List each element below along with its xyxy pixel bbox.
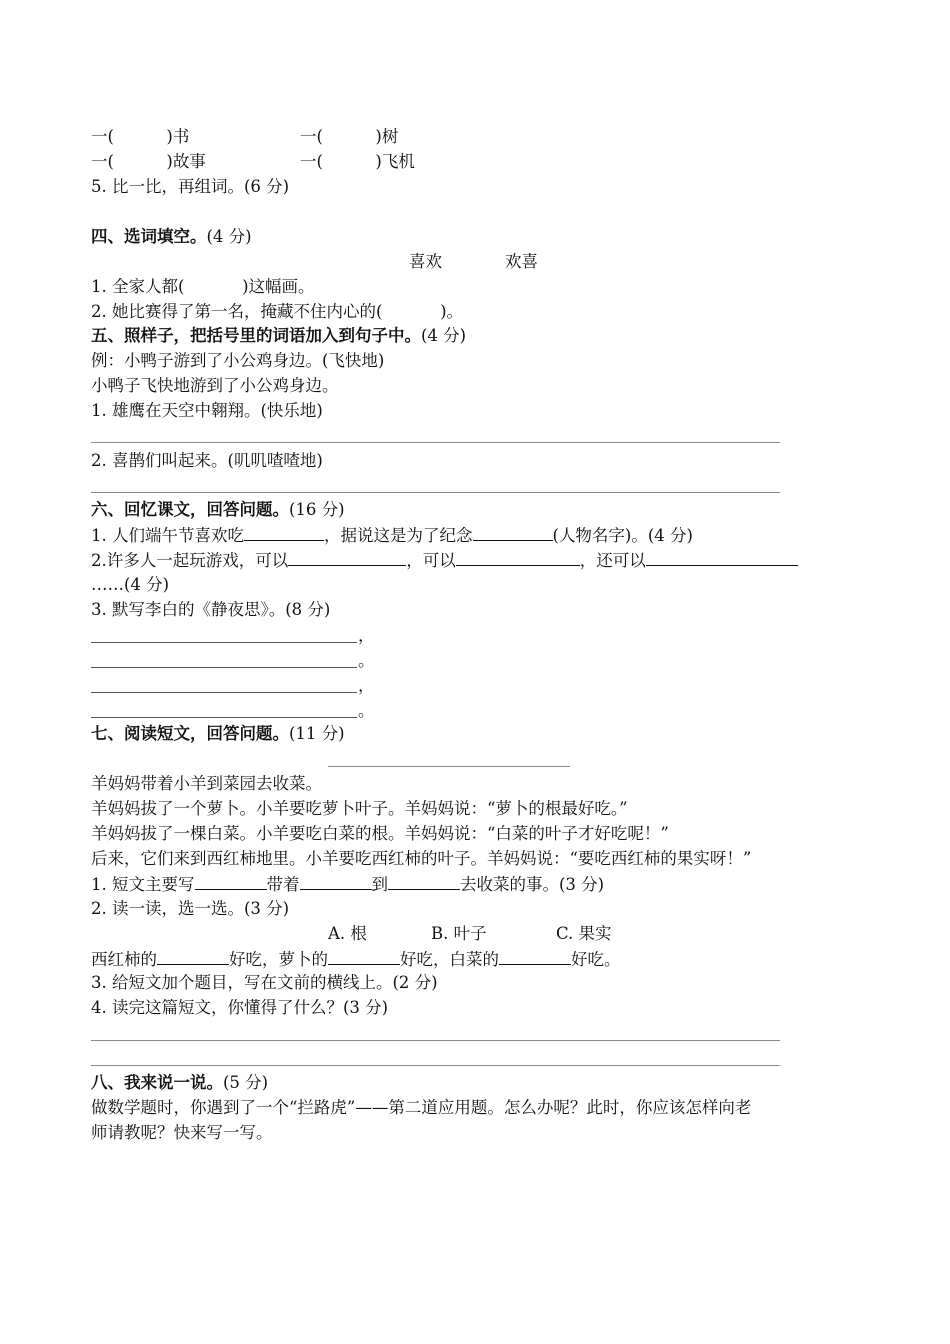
fill-blank[interactable] [456, 548, 580, 566]
fill-blank[interactable] [646, 548, 798, 566]
poem-line[interactable] [91, 692, 357, 693]
choice-option: A. 根 [328, 924, 367, 943]
question-text: 4. 读完这篇短文，你懂得了什么？(3 分) [91, 998, 389, 1017]
poem-punct: ， [358, 676, 375, 695]
fill-blank[interactable] [328, 947, 400, 965]
passage-line: 后来，它们来到西红柿地里。小羊要吃西红柿的叶子。羊妈妈说：“要吃西红柿的果实呀！” [91, 849, 752, 868]
poem-line[interactable] [91, 717, 357, 718]
section-heading: 八、我来说一说。(5 分) [91, 1073, 269, 1092]
fill-blank[interactable] [157, 947, 229, 965]
poem-line[interactable] [91, 667, 357, 668]
paragraph-line: 做数学题时，你遇到了一个“拦路虎”——第二道应用题。怎么办呢？此时，你应该怎样向老 [91, 1098, 752, 1117]
question-text: 1. 全家人都( )这幅画。 [91, 277, 315, 296]
fill-blank[interactable] [195, 872, 267, 890]
answer-line [91, 492, 780, 493]
word-option: 欢喜 [505, 252, 538, 271]
fill-blank[interactable] [288, 548, 406, 566]
example-question: 例：小鸭子游到了小公鸡身边。(飞快地) [91, 351, 385, 370]
measure-word-item: 一( )故事 [91, 152, 206, 171]
section-heading: 四、选词填空。(4 分) [91, 227, 252, 246]
question-text: 5. 比一比，再组词。(6 分) [91, 177, 290, 196]
answer-line[interactable] [91, 1065, 780, 1066]
question-text: 3. 默写李白的《静夜思》。(8 分) [91, 600, 331, 619]
poem-punct: ， [358, 626, 375, 645]
fill-blank[interactable] [244, 523, 324, 541]
paragraph-line: 师请教呢？快来写一写。 [91, 1123, 273, 1142]
fill-blank[interactable] [499, 947, 571, 965]
poem-punct: 。 [358, 701, 375, 720]
question-text: 2.许多人一起玩游戏，可以 ，可以 ，还可以 [91, 548, 798, 573]
fill-blank[interactable] [388, 872, 460, 890]
word-option: 喜欢 [409, 252, 442, 271]
passage-line: 羊妈妈拔了一棵白菜。小羊要吃白菜的根。羊妈妈说：“白菜的叶子才好吃呢！” [91, 824, 669, 843]
choice-option: B. 叶子 [431, 924, 487, 943]
passage-line: 羊妈妈带着小羊到菜园去收菜。 [91, 774, 322, 793]
passage-line: 羊妈妈拔了一个萝卜。小羊要吃萝卜叶子。羊妈妈说：“萝卜的根最好吃。” [91, 799, 628, 818]
measure-word-item: 一( )书 [91, 127, 190, 146]
poem-punct: 。 [358, 651, 375, 670]
question-text: ……(4 分) [91, 575, 170, 594]
measure-word-item: 一( )飞机 [300, 152, 415, 171]
measure-word-item: 一( )树 [300, 127, 399, 146]
fill-blank[interactable] [300, 872, 372, 890]
question-text: 2. 喜鹊们叫起来。(叽叽喳喳地) [91, 451, 323, 470]
question-text: 1. 雄鹰在天空中翱翔。(快乐地) [91, 401, 323, 420]
section-heading: 六、回忆课文，回答问题。(16 分) [91, 500, 345, 519]
question-text: 西红柿的 好吃，萝卜的 好吃，白菜的 好吃。 [91, 947, 621, 972]
title-line[interactable] [328, 766, 570, 767]
question-text: 1. 短文主要写 带着 到 去收菜的事。(3 分) [91, 872, 604, 897]
question-text: 3. 给短文加个题目，写在文前的横线上。(2 分) [91, 973, 438, 992]
question-text: 2. 她比赛得了第一名，掩藏不住内心的( )。 [91, 302, 464, 321]
question-text: 1. 人们端午节喜欢吃 ，据说这是为了纪念 (人物名字)。(4 分) [91, 523, 693, 548]
answer-line[interactable] [91, 1040, 780, 1041]
example-answer: 小鸭子飞快地游到了小公鸡身边。 [91, 376, 339, 395]
answer-line [91, 442, 780, 443]
choice-option: C. 果实 [556, 924, 612, 943]
question-text: 2. 读一读，选一选。(3 分) [91, 899, 290, 918]
section-heading: 七、阅读短文，回答问题。(11 分) [91, 724, 345, 743]
poem-line[interactable] [91, 642, 357, 643]
fill-blank[interactable] [473, 523, 553, 541]
section-heading: 五、照样子，把括号里的词语加入到句子中。(4 分) [91, 326, 467, 345]
